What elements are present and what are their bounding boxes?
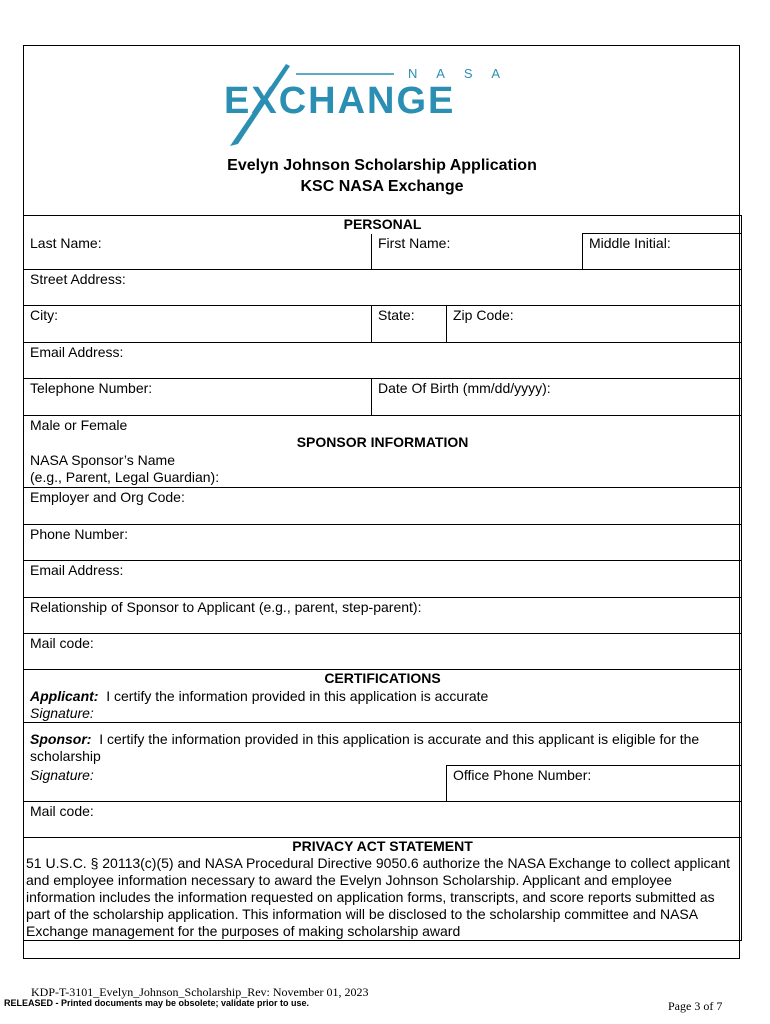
applicant-signature-label: Signature:	[30, 704, 94, 721]
city-field[interactable]: City:	[24, 306, 372, 343]
relationship-field[interactable]: Relationship of Sponsor to Applicant (e.g., parent, step-parent):	[24, 597, 742, 633]
section-sponsor: SPONSOR INFORMATION	[24, 434, 742, 451]
privacy-statement: 51 U.S.C. § 20113(c)(5) and NASA Procedural Directive 9050.6 authorize the NASA Exchange to collect applicant and employee information necessary to award the Evelyn Johnson Scholarship. Applicant and employee information includes the information requested on application forms, transcripts, and score reports submitted as part of the scholarship application. This information will be disclosed to the scholarship committee and NASA Exchange management for the purposes of making scholarship award	[24, 855, 742, 941]
street-address-field[interactable]: Street Address:	[24, 270, 742, 306]
sponsor-label: Sponsor:	[30, 731, 92, 747]
page-number: Page 3 of 7	[668, 999, 723, 1013]
certification-mail-code-field[interactable]: Mail code:	[24, 802, 742, 838]
employer-org-field[interactable]: Employer and Org Code:	[24, 487, 742, 524]
first-name-field[interactable]: First Name:	[372, 234, 583, 270]
email-field[interactable]: Email Address:	[24, 343, 742, 379]
state-field[interactable]: State:	[372, 306, 447, 343]
dob-field[interactable]: Date Of Birth (mm/dd/yyyy):	[372, 379, 742, 416]
page-title: Evelyn Johnson Scholarship Application	[227, 157, 537, 174]
logo-nasa-text: N A S A	[408, 66, 509, 81]
sponsor-name-sublabel: (e.g., Parent, Legal Guardian):	[30, 469, 220, 485]
released-notice: RELEASED - Printed documents may be obsolete; validate prior to use.	[4, 998, 310, 1008]
last-name-field[interactable]: Last Name:	[24, 234, 372, 270]
nasa-exchange-logo	[222, 56, 522, 148]
section-personal: PERSONAL	[24, 216, 742, 234]
document-id: KDP-T-3101_Evelyn_Johnson_Scholarship_Rev: November 01, 2023	[31, 985, 369, 999]
sponsor-certification-statement	[24, 723, 742, 766]
applicant-label: Applicant:	[30, 687, 99, 704]
sponsor-name-field[interactable]	[24, 451, 742, 487]
sponsor-phone-field[interactable]: Phone Number:	[24, 524, 742, 560]
sponsor-signature-field[interactable]: Signature:	[24, 766, 447, 802]
office-phone-field[interactable]: Office Phone Number:	[447, 766, 742, 802]
applicant-certification[interactable]	[24, 687, 742, 723]
middle-initial-field[interactable]: Middle Initial:	[583, 234, 742, 270]
document-title-block	[24, 155, 740, 197]
sponsor-email-field[interactable]: Email Address:	[24, 560, 742, 597]
sponsor-name-label: NASA Sponsor’s Name	[30, 452, 175, 468]
logo-exchange-text: EXCHANGE	[224, 80, 456, 122]
application-form	[23, 215, 742, 941]
page-subtitle: KSC NASA Exchange	[300, 178, 464, 195]
sponsor-mail-code-field[interactable]: Mail code:	[24, 633, 742, 669]
section-certifications: CERTIFICATIONS	[24, 669, 742, 687]
applicant-statement: I certify the information provided in this application is accurate	[98, 687, 489, 704]
sponsor-statement: I certify the information provided in this application is accurate and this applicant is eligible for the scholarship	[30, 731, 704, 764]
zip-code-field[interactable]: Zip Code:	[447, 306, 742, 343]
section-privacy: PRIVACY ACT STATEMENT	[24, 838, 742, 856]
telephone-field[interactable]: Telephone Number:	[24, 379, 372, 416]
gender-field[interactable]: Male or Female	[24, 416, 742, 435]
